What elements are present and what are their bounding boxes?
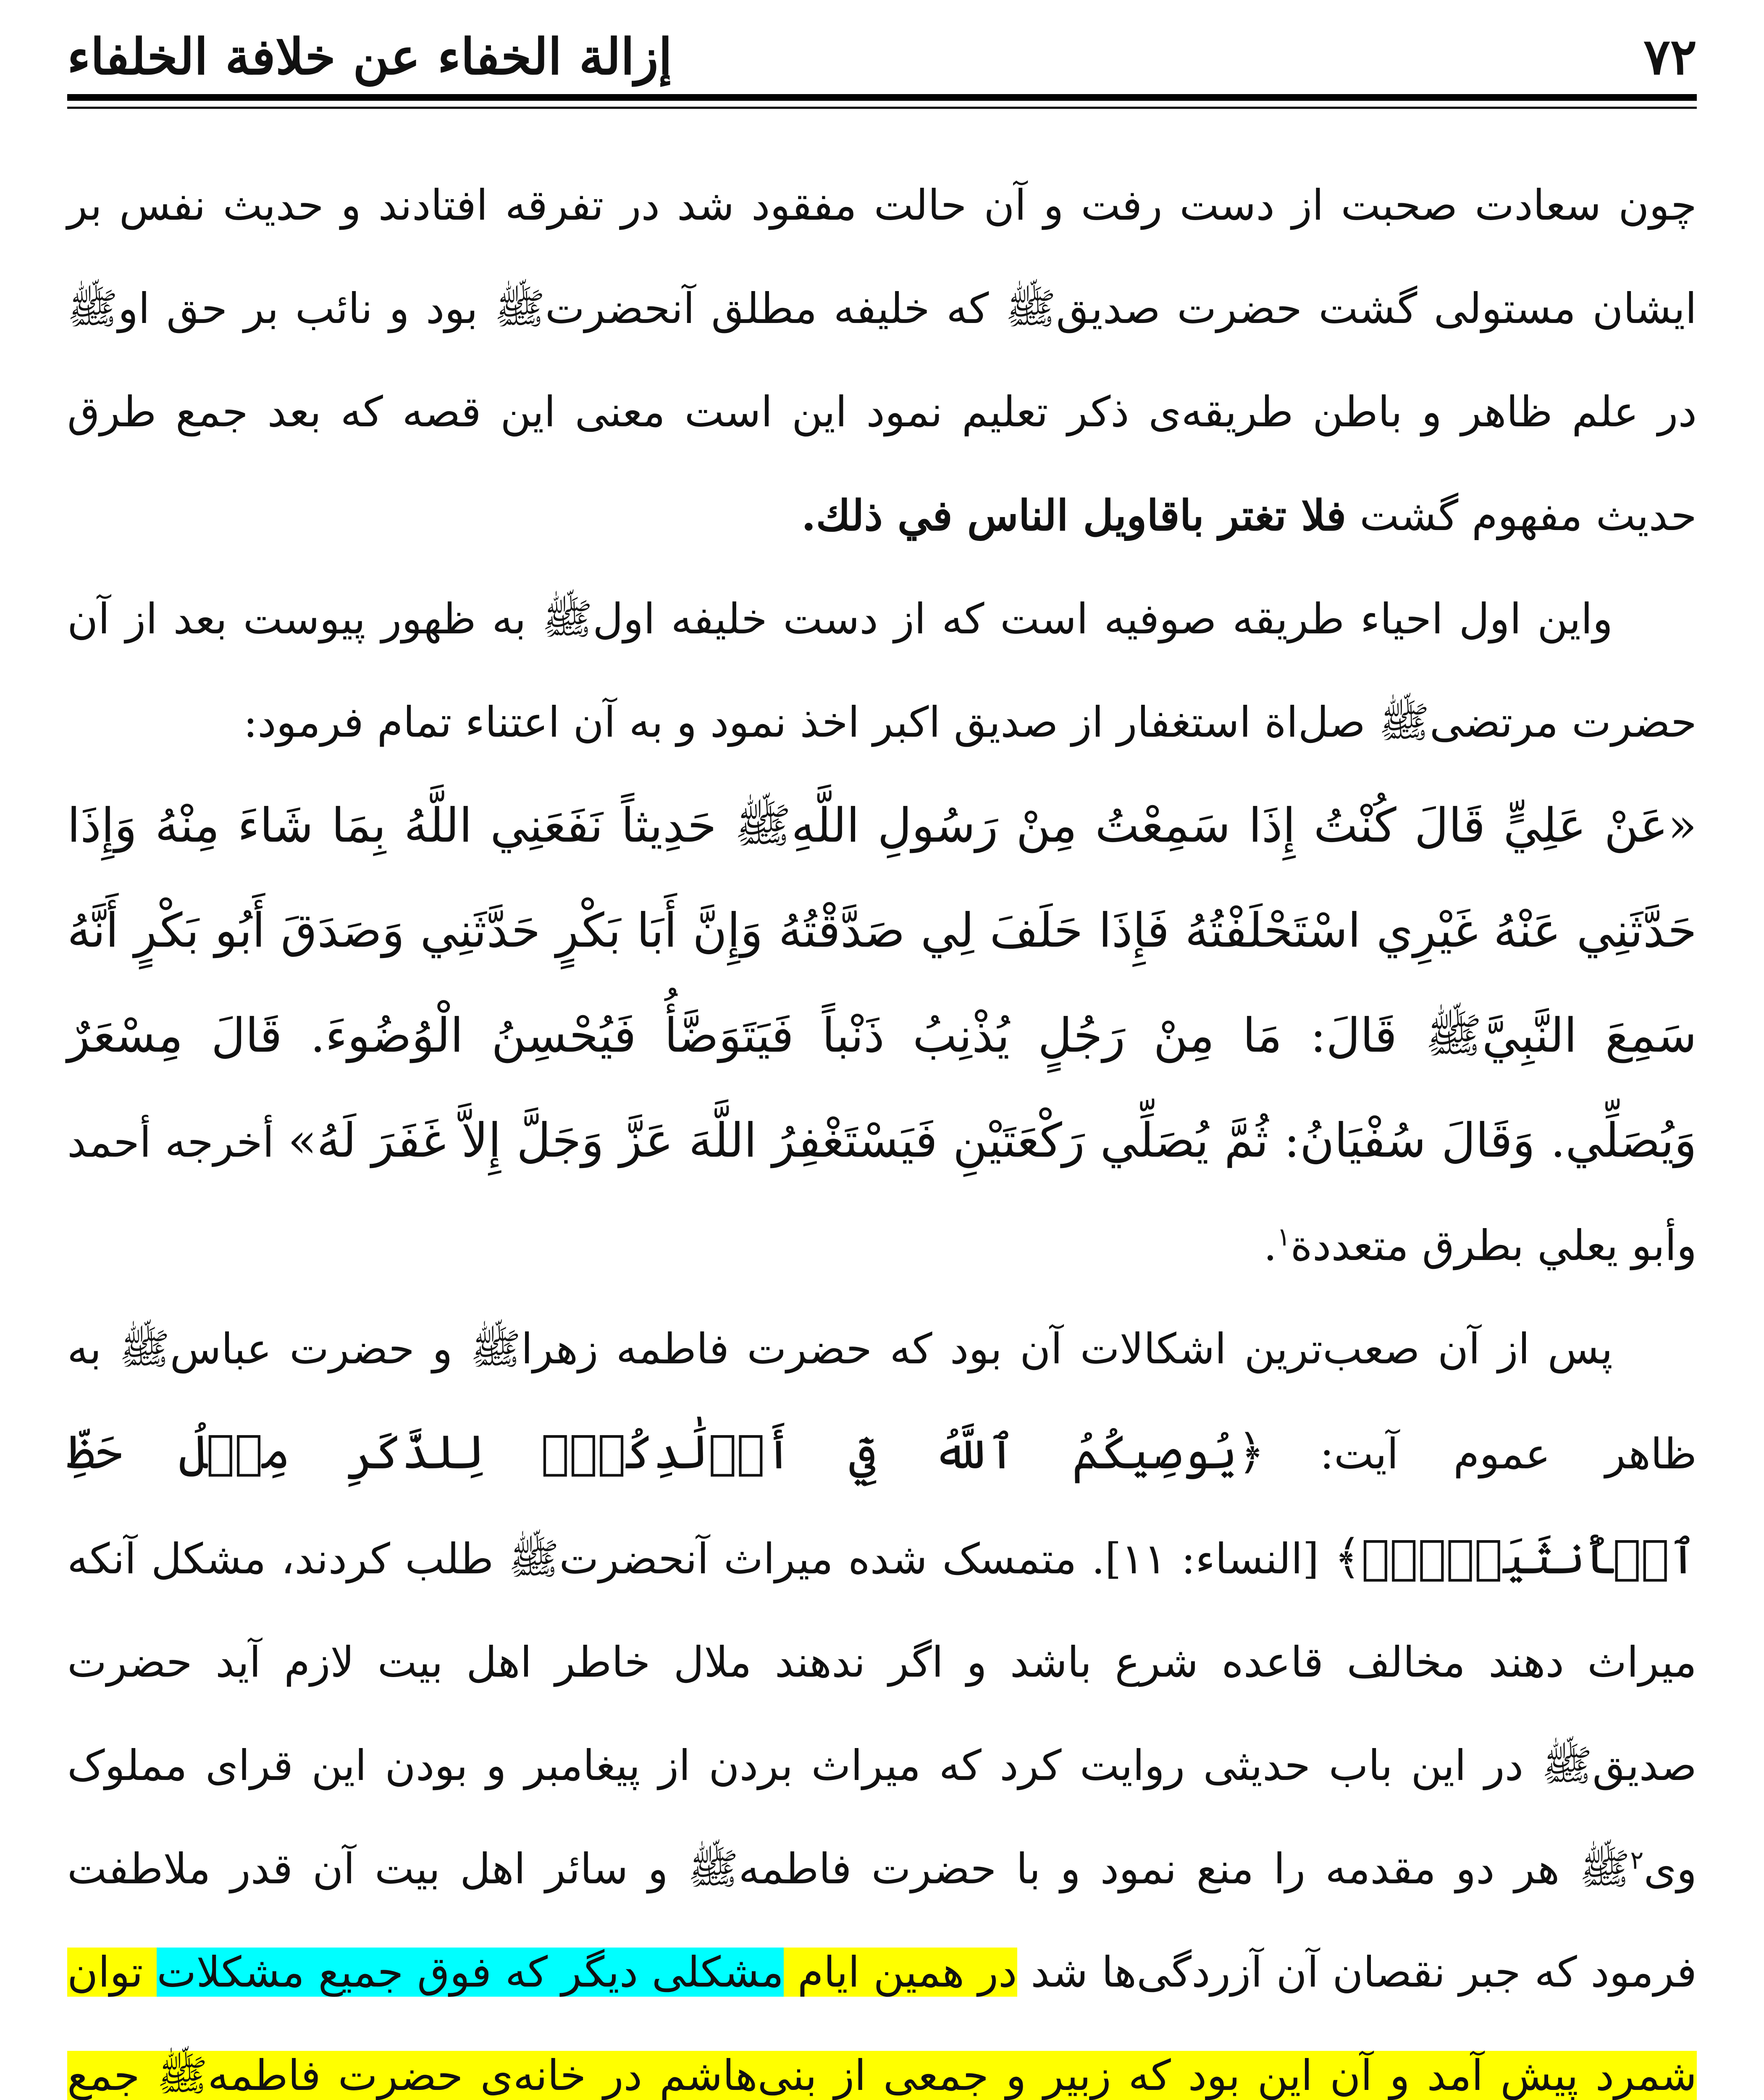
footnote-ref-2[interactable]: ۲	[1630, 1845, 1644, 1875]
hadith-source: أخرجه أحمد وأبو يعلي بطرق متعددة	[67, 1118, 1697, 1270]
highlight-yellow-1: در همین ایام	[784, 1948, 1017, 1997]
quran-verse: ﴿يُوصِيكُمُ ٱللَّهُ فِيٓ أَوۡلَٰدِكُمۡۖ لِلذَّكَرِ مِثۡلُ حَظِّ ٱلۡأُنثَيَيۡنِۚ﴾	[67, 1425, 1697, 1585]
running-title: إزالة الخفاء عن خلافة الخلفاء	[67, 27, 672, 86]
paragraph-4-text-c: ﷺ هر دو مقدمه را منع نمود و با حضرت فاطمهﷺ و سائر اهل بیت آن قدر ملاطفت فرمود که جبر نقصان آن آزردگی‌ها شد	[67, 1844, 1697, 1997]
paragraph-1-bold-arabic: فلا تغتر باقاويل الناس في ذلك.	[801, 491, 1347, 540]
header-rule-thin	[67, 107, 1697, 109]
paragraph-2: واین اول احیاء طریقه صوفیه است که از دست خلیفه اولﷺ به ظهور پیوست بعد از آن حضرت مرتضیﷺ صل‌اة استغفار از صدیق اکبر اخذ نمود و به آن اعتناء تمام فرمود:	[67, 594, 1697, 747]
hadith-text: «عَنْ عَلِيٍّ قَالَ كُنْتُ إِذَا سَمِعْتُ مِنْ رَسُولِ اللَّهِﷺ حَدِيثاً نَفَعَنِي اللَّهُ بِمَا شَاءَ مِنْهُ وَإِذَا حَدَّثَنِي عَنْهُ غَيْرِي اسْتَحْلَفْتُهُ فَإِذَا حَلَفَ لِي صَدَّقْتُهُ وَإِنَّ أَبَا بَكْرٍ حَدَّثَنِي وَصَدَقَ أَبُو بَكْرٍ أَنَّهُ سَمِعَ النَّبِيَّﷺ قَالَ: مَا مِنْ رَجُلٍ يُذْنِبُ ذَنْباً فَيَتَوَضَّأُ فَيُحْسِنُ الْوُضُوءَ. قَالَ مِسْعَرٌ وَيُصَلِّي. وَقَالَ سُفْيَانُ: ثُمَّ يُصَلِّي رَكْعَتَيْنِ فَيَسْتَغْفِرُ اللَّهَ عَزَّ وَجَلَّ إِلاَّ غَفَرَ لَهُ»	[67, 798, 1697, 1168]
paragraph-1	[67, 154, 1697, 567]
paragraph-4	[67, 1297, 1697, 2100]
body-text	[67, 154, 1697, 2100]
hadith-end-dot: .	[1263, 1221, 1277, 1270]
paragraph-1-text: چون سعادت صحبت از دست رفت و آن حالت مفقود شد در تفرقه افتادند و حدیث نفس بر ایشان مستولی گشت حضرت صدیقﷺ که خلیفه مطلق آنحضرتﷺ بود و نائب بر حق اوﷺ در علم ظاهر و باطن طریقه‌ی ذکر تعلیم نمود این است معنی این قصه که بعد جمع طرق حدیث مفهوم گشت	[67, 181, 1697, 540]
highlight-cyan-1: مشکلی دیگر که فوق جمیع مشکلات	[157, 1948, 784, 1997]
header-rule-thick	[67, 94, 1697, 101]
page-number: ۷۲	[1643, 27, 1697, 86]
highlight-yellow-2: توان شمرد پیش آمد و آن این بود که زبیر و جمعی از بنی‌هاشم در خانه‌ی حضرت فاطمهﷺ جمع	[67, 1948, 1697, 2100]
paragraph-3-hadith	[67, 774, 1697, 1297]
footnote-ref-1[interactable]: ۱	[1277, 1222, 1291, 1252]
paragraph-4-text-b: [النساء: ۱۱]. متمسک شده میراث آنحضرتﷺ طلب کردند، مشکل آنکه میراث دهند مخالف قاعده شرع باشد و اگر ندهند ملال خاطر اهل بیت لازم آید حضرت صدیقﷺ در این باب حدیثی روایت کرد که میراث بردن از پیغامبر و بودن این قرای مملوک وی	[67, 1534, 1697, 1893]
paragraph-4-text-a: پس از آن صعب‌ترین اشکالات آن بود که حضرت فاطمه زهراﷺ و حضرت عباسﷺ به ظاهر عموم آیت:	[67, 1324, 1697, 1478]
